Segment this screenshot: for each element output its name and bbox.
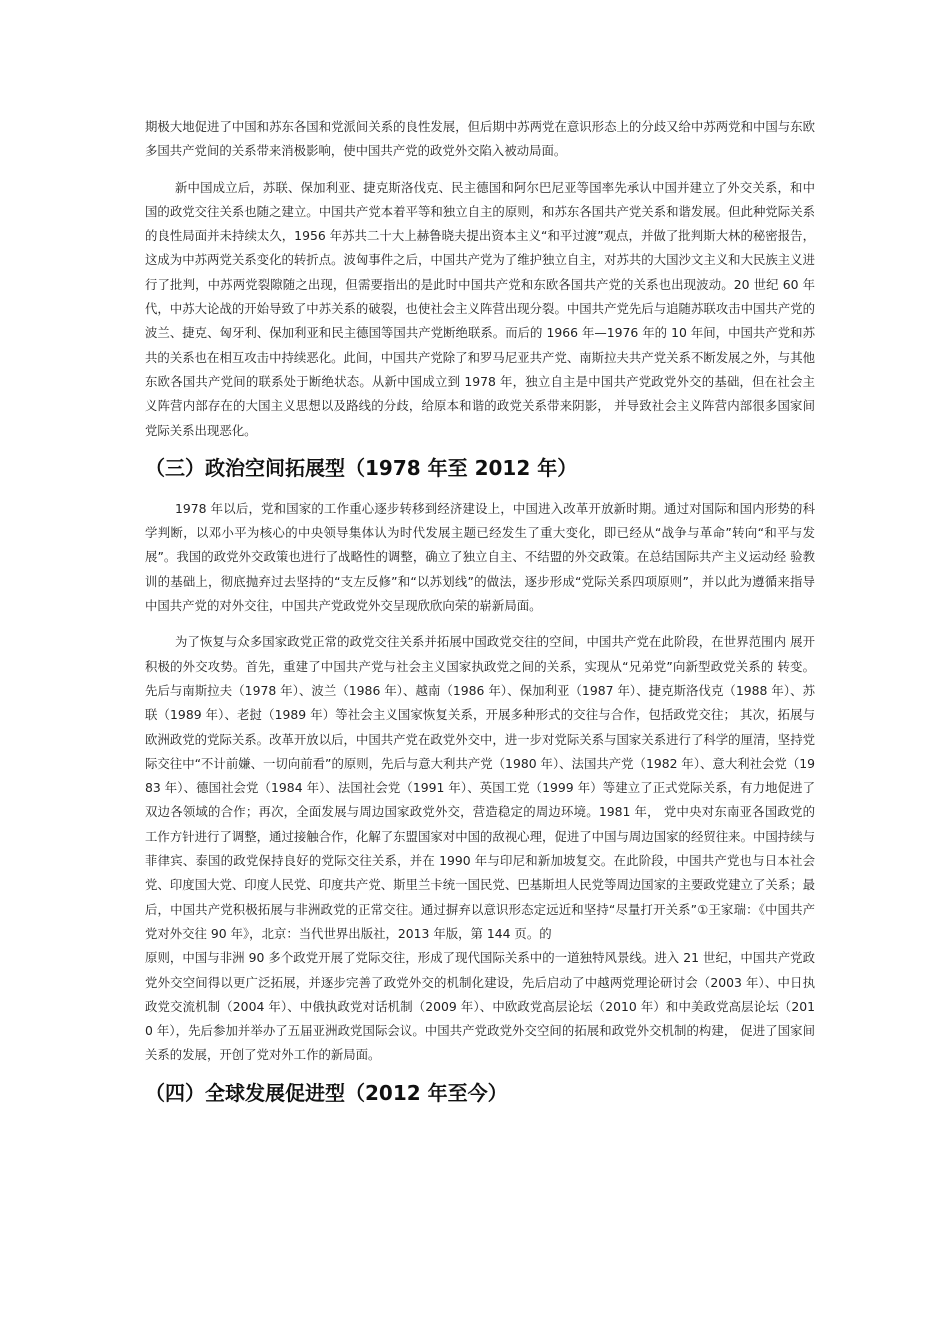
section-heading-three: （三）政治空间拓展型（1978 年至 2012 年） xyxy=(145,455,578,480)
section-heading-four: （四）全球发展促进型（2012 年至今） xyxy=(145,1080,508,1105)
paragraph-intro-continuation: 期极大地促进了中国和苏东各国和党派间关系的良性发展，但后期中苏两党在意识形态上的分歧又给中苏两党和中国与东欧多国共产党间的关系带来消极影响，使中国共产党的政党外交陷入被动局面。 xyxy=(145,119,815,159)
paragraph-africa-and-mechanisms: 原则，中国与非洲 90 多个政党开展了党际交往，形成了现代国际关系中的一道独特风景线。进入 21 世纪，中国共产党政党外交空间得以更广泛拓展，并逐步完善了政党外交的机制化建设，先后启动了中越两党理论研讨会（2003 年）、中日执政党交流机制（2004 年）、中俄执政党对话机制（2009 年）、中欧政党高层论坛（2010 年）和中美政党高层论坛（2010 年），先后参加并举办了五届亚洲政党国际会议。中国共产党政党外交空间的拓展和政党外交机制的构建， 促进了国家间关系的发展，开创了党对外工作的新局面。 xyxy=(145,950,815,1063)
paragraph-early-relations: 新中国成立后，苏联、保加利亚、捷克斯洛伐克、民主德国和阿尔巴尼亚等国率先承认中国并建立了外交关系，和中国的政党交往关系也随之建立。中国共产党本着平等和独立自主的原则，和苏东各国共产党关系和谐发展。但此种党际关系的良性局面并未持续太久，1956 年苏共二十大上赫鲁晓夫提出资本主义“和平过渡”观点，并做了批判斯大林的秘密报告，这成为中苏两党关系变化的转折点。波匈事件之后，中国共产党为了维护独立自主，对苏共的大国沙文主义和大民族主义进行了批判，中苏两党裂隙随之出现，但需要指出的是此时中国共产党和东欧各国共产党的关系也出现波动。20 世纪 60 年代，中苏大论战的开始导致了中苏关系的破裂，也使社会主义阵营出现分裂。中国共产党先后与追随苏联攻击中国共产党的波兰、捷克、匈牙利、保加利亚和民主德国等国共产党断绝联系。而后的 1966 年—1976 年的 10 年间，中国共产党和苏共的关系也在相互攻击中持续恶化。此间，中国共产党除了和罗马尼亚共产党、南斯拉夫共产党关系不断发展之外，与其他东欧各国共产党间的联系处于断绝状态。从新中国成立到 1978 年，独立自主是中国共产党政党外交的基础，但在社会主义阵营内部存在的大国主义思想以及路线的分歧，给原本和谐的政党关系带来阴影， 并导致社会主义阵营内部很多国家间党际关系出现恶化。 xyxy=(145,179,815,438)
document-page xyxy=(145,115,815,1122)
paragraph-reform-era: 1978 年以后，党和国家的工作重心逐步转移到经济建设上，中国进入改革开放新时期。通过对国际和国内形势的科学判断，以邓小平为核心的中央领导集体认为时代发展主题已经发生了重大变化，即已经从“战争与革命”转向“和平与发展”。我国的政党外交政策也进行了战略性的调整，确立了独立自主、不结盟的外交政策。在总结国际共产主义运动经 验教训的基础上，彻底抛弃过去坚持的“支左反修”和“以苏划线”的做法，逐步形成“党际关系四项原则”，并以此为遵循来指导中国共产党的对外交往，中国共产党政党外交呈现欣欣向荣的崭新局面。 xyxy=(145,500,815,614)
paragraph-party-diplomacy-expansion: 为了恢复与众多国家政党正常的政党交往关系并拓展中国政党交往的空间，中国共产党在此阶段，在世界范围内 展开积极的外交攻势。首先，重建了中国共产党与社会主义国家执政党之间的关系，实现从“兄弟党”向新型政党关系的 转变。先后与南斯拉夫（1978 年）、波兰（1986 年）、越南（1986 年）、保加利亚（1987 年）、捷克斯洛伐克（1988 年）、苏联（1989 年）、老挝（1989 年）等社会主义国家恢复关系，开展多种形式的交往与合作，包括政党交往； 其次，拓展与欧洲政党的党际关系。改革开放以后，中国共产党在政党外交中，进一步对党际关系与国家关系进行了科学的厘清，坚持党际交往中“不计前嫌、一切向前看”的原则，先后与意大利共产党（1980 年）、法国共产党（1982 年）、意大利社会党（1983 年）、德国社会党（1984 年）、法国社会党（1991 年）、英国工党（1999 年）等建立了正式党际关系，有力地促进了双边各领域的合作；再次，全面发展与周边国家政党外交，营造稳定的周边环境。1981 年， 党中央对东南亚各国政党的工作方针进行了调整，通过接触合作，化解了东盟国家对中国的敌视心理，促进了中国与周边国家的经贸往来。中国持续与菲律宾、泰国的政党保持良好的党际交往关系，并在 1990 年与印尼和新加坡复交。在此阶段，中国共产党也与日本社会党、印度国大党、印度人民党、印度共产党、斯里兰卡统一国民党、巴基斯坦人民党等周边国家的主要政党建立了关系；最后，中国共产党积极拓展与非洲政党的正常交往。通过摒弃以意识形态定远近和坚持“尽量打开关系”①王家瑞：《中国共产党对外交往 90 年》，北京：当代世界出版社，2013 年版，第 144 页。的 xyxy=(145,634,815,941)
